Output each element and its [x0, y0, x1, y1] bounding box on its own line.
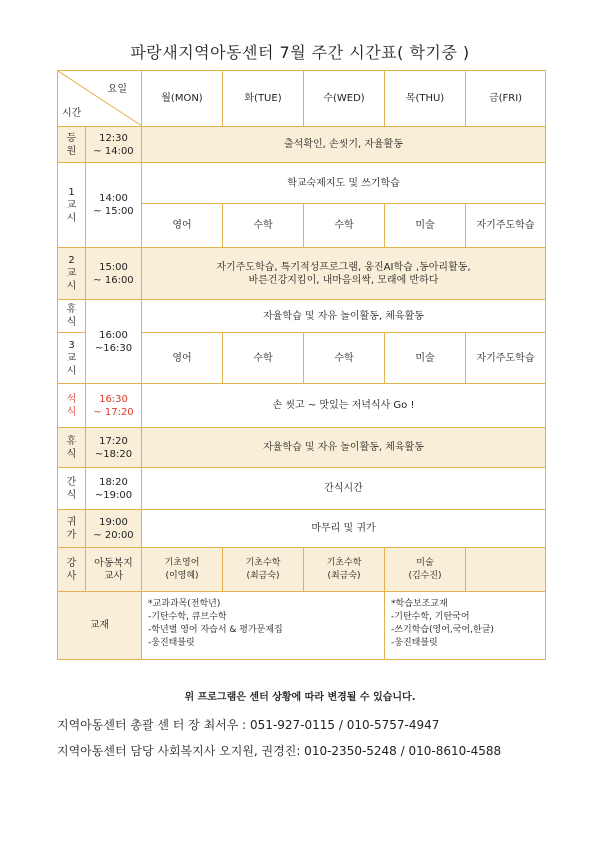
gyojae-left: *교과과목(전학년) -기탄수학, 큐브수학 -학년별 영어 자습서 & 평가문제집 -웅진태블릿: [142, 592, 385, 660]
subject-gyosi3-fri: 자기주도학습: [466, 333, 546, 384]
row-hyusik1: [58, 300, 546, 333]
corner-cell: [58, 71, 142, 127]
time-gwiga: 19:00 ~ 20:00: [86, 510, 142, 548]
time-deungwon: 12:30 ~ 14:00: [86, 127, 142, 163]
activity-seoksik: 손 씻고 ~ 맛있는 저녁식사 Go !: [142, 384, 546, 428]
row-gansik: [58, 468, 546, 510]
activity-hyusik1: 자율학습 및 자유 놀이활동, 체육활동: [142, 300, 546, 333]
label-gyosi3: 3 교 시: [58, 333, 86, 384]
teacher-wed: 기초수학 (최금숙): [304, 548, 385, 592]
label-hyusik2: 휴 식: [58, 428, 86, 468]
subject-gyosi3-wed: 수학: [304, 333, 385, 384]
time-gansik: 18:20 ~19:00: [86, 468, 142, 510]
teacher-thu: 미술 (김수진): [385, 548, 466, 592]
row-gyosi1-a: [58, 163, 546, 204]
yoil-label: 요일: [107, 84, 127, 95]
time-gyosi1: 14:00 ~ 15:00: [86, 163, 142, 248]
label-gyosi1: 1 교 시: [58, 163, 86, 248]
label-gangsa: 강 사: [58, 548, 86, 592]
subject-gyosi3-mon: 영어: [142, 333, 223, 384]
contact-social-worker: 지역아동센터 담당 사회복지사 오지원, 권경진: 010-2350-5248 / 010-8610-4588: [57, 744, 502, 758]
subject-gyosi1-mon: 영어: [142, 204, 223, 248]
label-gwiga: 귀 가: [58, 510, 86, 548]
day-thu: 목(THU): [385, 71, 466, 127]
time-seoksik: 16:30 ~ 17:20: [86, 384, 142, 428]
label-deungwon: 등 원: [58, 127, 86, 163]
label-gyojae: 교재: [58, 592, 142, 660]
gyojae-right: *학습보조교재 -기탄수학, 기탄국어 -쓰기학습(영어,국어,한글) -웅진태블릿: [385, 592, 546, 660]
label-seoksik: 석 식: [58, 384, 86, 428]
label-hyusik1: 휴 식: [58, 300, 86, 333]
time-hyusik2: 17:20 ~18:20: [86, 428, 142, 468]
timetable: [57, 70, 546, 660]
notice-text: 위 프로그램은 센터 상황에 따라 변경될 수 있습니다.: [184, 692, 416, 703]
header-row: [58, 71, 546, 127]
row-gwiga: [58, 510, 546, 548]
sigan-label: 시간: [62, 108, 82, 119]
row-gangsa: [58, 548, 546, 592]
day-wed: 수(WED): [304, 71, 385, 127]
day-tue: 화(TUE): [223, 71, 304, 127]
page-title: 파랑새지역아동센터 7월 주간 시간표( 학기중 ): [130, 43, 470, 62]
activity-gwiga: 마무리 및 귀가: [142, 510, 546, 548]
activity-deungwon: 출석확인, 손씻기, 자율활동: [142, 127, 546, 163]
activity-hyusik2: 자율학습 및 자유 놀이활동, 체육활동: [142, 428, 546, 468]
row-gyosi2: [58, 248, 546, 300]
time-gyosi2: 15:00 ~ 16:00: [86, 248, 142, 300]
row-seoksik: [58, 384, 546, 428]
subject-gyosi1-tue: 수학: [223, 204, 304, 248]
subject-gyosi1-fri: 자기주도학습: [466, 204, 546, 248]
subject-gyosi1-thu: 미술: [385, 204, 466, 248]
activity-gansik: 간식시간: [142, 468, 546, 510]
activity-gyosi2: 자기주도학습, 특기적성프로그램, 웅진AI학습 ,동아리활동, 바른건강지킴이, 내마음의싹, 모래에 반하다: [142, 248, 546, 300]
teacher-tue: 기초수학 (최금숙): [223, 548, 304, 592]
subject-gyosi3-tue: 수학: [223, 333, 304, 384]
day-fri: 금(FRI): [466, 71, 546, 127]
subject-gyosi1-wed: 수학: [304, 204, 385, 248]
time-gyosi3: 16:00 ~16:30: [86, 300, 142, 384]
contact-director: 지역아동센터 총괄 센 터 장 최서우 : 051-927-0115 / 010-5757-4947: [57, 718, 440, 732]
label-gansik: 간 식: [58, 468, 86, 510]
row-hyusik2: [58, 428, 546, 468]
row-deungwon: [58, 127, 546, 163]
label-gyosi2: 2 교 시: [58, 248, 86, 300]
subject-gyosi3-thu: 미술: [385, 333, 466, 384]
activity-gyosi1: 학교숙제지도 및 쓰기학습: [142, 163, 546, 204]
day-mon: 월(MON): [142, 71, 223, 127]
row-gyojae: [58, 592, 546, 660]
teacher-fri: [466, 548, 546, 592]
teacher-mon: 기초영어 (이영혜): [142, 548, 223, 592]
time-gangsa: 아동복지 교사: [86, 548, 142, 592]
